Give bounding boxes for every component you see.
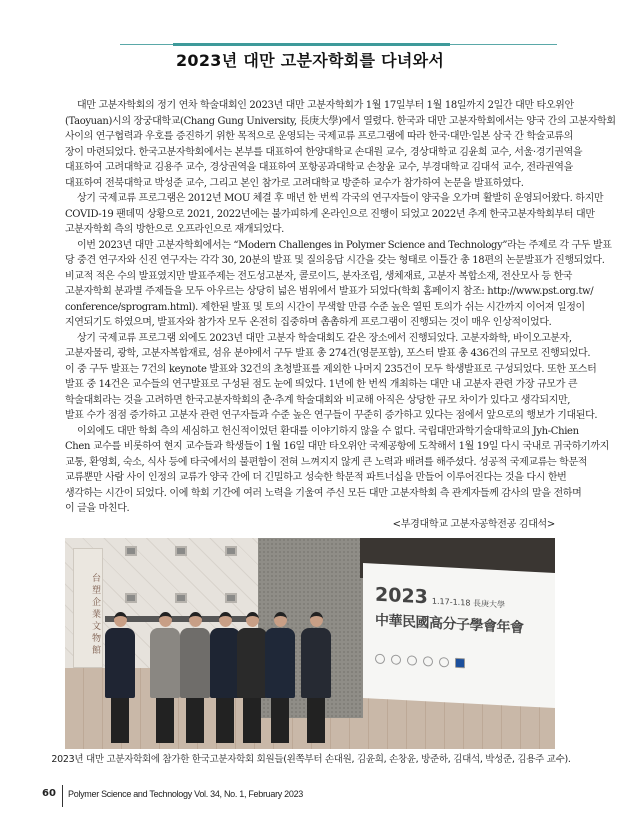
sponsor-logos [375, 654, 545, 673]
text-line: 지연되기도 하였으며, 발표자와 참가자 모두 온전히 집중하며 촘촘하게 프로그램이 진행되는 것이 매우 인상적이었다. [65, 317, 552, 328]
text-line: 발표 수가 점점 증가하고 고분자 관련 연구자들과 수준 높은 연구들이 꾸준히 증가하고 있다는 점에서 앞으로의 행보가 기대된다. [65, 410, 598, 421]
text-line: 당 중견 연구자와 신진 연구자는 각각 30, 20분의 발표 및 질의응답 시간을 갖는 형태로 이틀간 총 18편의 논문발표가 진행되었다. [65, 255, 605, 266]
journal-info: Polymer Science and Technology Vol. 34, No. 1, February 2023 [68, 789, 303, 799]
text-line: 교류뿐만 사람 사이 인정의 교류가 양국 간에 더 긴밀하고 성숙한 학문적 파트너십을 만들어 이루어진다는 것을 다시 한번 [65, 472, 567, 483]
text-line: 비교적 적은 수의 발표였지만 발표주제는 전도성고분자, 콜로이드, 분자조립, 생체재료, 고분자 복합소재, 전산모사 등 한국 [65, 270, 573, 282]
photo-caption: 2023년 대만 고분자학회에 참가한 한국고분자학회 회원들(왼쪽부터 손대원, 김윤희, 손창윤, 방준하, 김대석, 박성준, 김용주 교수). [51, 754, 571, 765]
person [180, 612, 210, 743]
text-line: 이외에도 대만 학회 측의 세심하고 헌신적이었던 환대를 이야기하지 않을 수 없다. 국립대만과학기술대학교의 Jyh-Chien [77, 425, 579, 437]
text-line: 고분자학회 분과별 주제들을 모두 아우르는 상당히 넓은 범위에서 발표가 되었다(학회 홈페이지 참조: http://www.pst.org.tw/ [65, 286, 594, 297]
person [301, 612, 331, 743]
text-line: 교통, 환영회, 숙소, 식사 등에 타국에서의 불편함이 전혀 느껴지지 않게 큰 노력과 배려를 해주셨다. 성공적 국제교류는 학문적 [65, 456, 588, 468]
text-line: 상기 국제교류 프로그램은 2012년 MOU 체결 후 매년 한 번씩 각국의 연구자들이 양국을 오가며 활발히 운영되어왔다. 하지만 [77, 193, 604, 204]
title-accent-bar [173, 43, 450, 46]
conference-banner [363, 563, 555, 708]
text-line: 이 중 구두 발표는 7건의 keynote 발표와 32건의 초청발표를 제외한 나머지 235건이 모두 학생발표로 구성되었다. 또한 포스터 [65, 363, 597, 375]
text-line: 고분자물리, 광학, 고분자복합재료, 섬유 분야에서 구두 발표 총 274건(영문포함), 포스터 발표 총 436건의 규모로 진행되었다. [65, 348, 591, 359]
text-line: 대표하여 고려대학교 김용주 교수, 경상권역을 대표하여 포항공과대학교 손창윤 교수, 부경대학교 김대석 교수, 전라권역을 [65, 162, 573, 173]
text-line: 대표하여 전북대학교 박성준 교수, 그리고 본인 참가로 고려대학교 방준하 교수가 참가하여 논문을 발표하였다. [65, 177, 524, 189]
pillar-sign: 台塑企業文物館 [73, 548, 103, 668]
text-line: 발표 중 14건은 교수들의 연구발표로 구성된 점도 눈에 띄었다. 1년에 한 번씩 개최하는 대만 내 고분자 관련 가장 규모가 큰 [65, 379, 578, 390]
article-body [65, 98, 616, 517]
text-line: 이번 2023년 대만 고분자학회에서는 “Modern Challenges in Polymer Science and Technology”라는 주제로 각 구두 발표 [77, 239, 612, 251]
person [105, 612, 135, 743]
banner-year: 2023 [375, 583, 428, 609]
text-line: 사이의 연구협력과 우호를 증진하기 위한 목적으로 운영되는 국제교류 프로그램에 따라 한국·대만·일본 삼국 간 학술교류의 [65, 131, 573, 142]
person [210, 612, 240, 743]
text-line: 생각하는 시간이 되었다. 이에 학회 기간에 여러 노력을 기울여 주신 모든 대만 고분자학회 측 관계자들께 감사의 말을 전하며 [65, 487, 582, 499]
person [237, 612, 267, 743]
person [265, 612, 295, 743]
text-line: 상기 국제교류 프로그램 외에도 2023년 대만 고분자 학술대회도 같은 장소에서 진행되었다. 고분자화학, 바이오고분자, [77, 332, 572, 344]
text-line: COVID-19 팬데믹 상황으로 2021, 2022년에는 불가피하게 온라인으로 진행이 되었고 2022년 추계 한국고분자학회부터 대만 [65, 208, 595, 220]
text-line: 대만 고분자학회의 정기 연차 학술대회인 2023년 대만 고분자학회가 1월 17일부터 1월 18일까지 2일간 대만 타오위안 [77, 100, 574, 111]
person [150, 612, 180, 743]
banner-title: 中華民國高分子學會年會 [375, 612, 524, 637]
text-line: 학술대회라는 것을 고려하면 한국고분자학회의 춘·추계 학술대회와 비교해 아직은 상당한 규모 차이가 있다고 생각되지만, [65, 394, 571, 406]
text-line: (Taoyuan)시의 장궁대학교(Chang Gung University, 長庚大學)에서 열렸다. 한국과 대만 고분자학회에서는 양국 간의 고분자학회 [65, 115, 616, 127]
banner-date: 1.17-1.18 長庚大學 [431, 596, 505, 610]
text-line: 이 글을 마친다. [65, 503, 130, 514]
author-signature: <부경대학교 고분자공학전공 김대석> [392, 519, 555, 530]
text-line: Chen 교수를 비롯하여 현지 교수들과 학생들이 1월 16일 대만 타오위안 국제공항에 도착해서 1월 19일 다시 국내로 귀국하기까지 [65, 441, 609, 452]
footer-divider [62, 785, 63, 807]
page-number: 60 [42, 788, 56, 799]
text-line: 고분자학회 측의 방한으로 오프라인으로 재개되었다. [65, 224, 284, 235]
article-title: 2023년 대만 고분자학회를 다녀와서 [176, 51, 445, 70]
group-photo [65, 538, 555, 749]
text-line: 장이 마련되었다. 한국고분자학회에서는 본부를 대표하여 한양대학교 손대원 교수, 경상대학교 김윤희 교수, 서울·경기권역을 [65, 146, 583, 158]
text-line: conference/sprogram.html). 제한된 발표 및 토의 시간이 무색할 만큼 수준 높은 열띤 토의가 쉬는 시간까지 이어져 일정이 [65, 301, 585, 313]
